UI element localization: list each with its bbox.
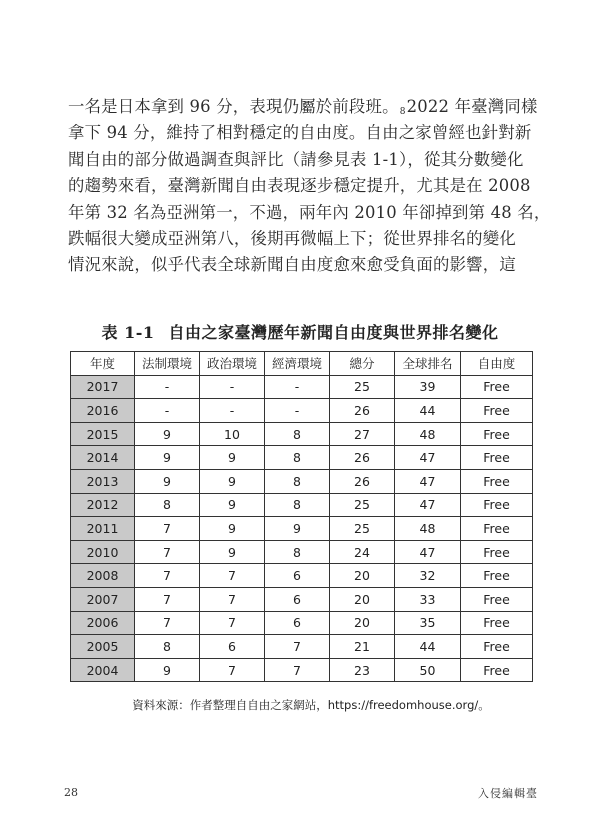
cell-economic: 7 xyxy=(265,635,330,659)
cell-year: 2010 xyxy=(71,540,135,564)
body-line-7: 情況來說，似乎代表全球新聞自由度愈來愈受負面的影響，這 xyxy=(68,255,516,275)
running-title: 入侵編輯臺 xyxy=(478,787,538,800)
cell-political: 7 xyxy=(200,658,265,682)
cell-status: Free xyxy=(461,493,533,517)
cell-political: 10 xyxy=(200,422,265,446)
cell-political: 7 xyxy=(200,587,265,611)
cell-economic: 7 xyxy=(265,658,330,682)
cell-legal: 7 xyxy=(135,611,200,635)
cell-economic: 8 xyxy=(265,469,330,493)
table-header-row xyxy=(71,352,533,376)
cell-political: 7 xyxy=(200,611,265,635)
cell-total: 20 xyxy=(330,611,395,635)
cell-year: 2008 xyxy=(71,564,135,588)
cell-economic: 8 xyxy=(265,493,330,517)
table-row xyxy=(71,635,533,659)
body-line-4: 的趨勢來看，臺灣新聞自由表現逐步穩定提升，尤其是在 2008 xyxy=(68,176,531,196)
cell-political: 6 xyxy=(200,635,265,659)
table-row xyxy=(71,422,533,446)
body-line-1-tail: 2022 年臺灣同樣 xyxy=(406,97,538,116)
cell-economic: 8 xyxy=(265,422,330,446)
cell-year: 2007 xyxy=(71,587,135,611)
header-year: 年度 xyxy=(71,352,135,376)
cell-total: 26 xyxy=(330,399,395,423)
cell-rank: 47 xyxy=(395,493,461,517)
cell-rank: 35 xyxy=(395,611,461,635)
table-title: 自由之家臺灣歷年新聞自由度與世界排名變化 xyxy=(168,323,499,342)
cell-total: 27 xyxy=(330,422,395,446)
cell-legal: 9 xyxy=(135,658,200,682)
footnote-reference[interactable]: 8 xyxy=(399,107,406,117)
cell-rank: 39 xyxy=(395,375,461,399)
cell-rank: 48 xyxy=(395,517,461,541)
cell-economic: 8 xyxy=(265,540,330,564)
table-source: 資料來源：作者整理自自由之家網站，https://freedomhouse.org/。 xyxy=(132,698,490,712)
cell-total: 25 xyxy=(330,517,395,541)
press-freedom-table xyxy=(70,351,533,682)
cell-political: - xyxy=(200,375,265,399)
cell-rank: 33 xyxy=(395,587,461,611)
cell-status: Free xyxy=(461,517,533,541)
cell-year: 2016 xyxy=(71,399,135,423)
table-number: 表 1-1 xyxy=(101,323,155,342)
cell-total: 26 xyxy=(330,469,395,493)
cell-status: Free xyxy=(461,611,533,635)
cell-economic: 8 xyxy=(265,446,330,470)
cell-legal: 8 xyxy=(135,635,200,659)
cell-rank: 44 xyxy=(395,399,461,423)
table-caption xyxy=(0,320,600,343)
cell-year: 2014 xyxy=(71,446,135,470)
cell-year: 2006 xyxy=(71,611,135,635)
cell-total: 20 xyxy=(330,587,395,611)
table-row xyxy=(71,611,533,635)
cell-rank: 44 xyxy=(395,635,461,659)
cell-year: 2004 xyxy=(71,658,135,682)
cell-rank: 47 xyxy=(395,446,461,470)
cell-year: 2017 xyxy=(71,375,135,399)
header-political: 政治環境 xyxy=(200,352,265,376)
table-row xyxy=(71,658,533,682)
cell-status: Free xyxy=(461,446,533,470)
header-rank: 全球排名 xyxy=(395,352,461,376)
cell-total: 25 xyxy=(330,493,395,517)
cell-total: 26 xyxy=(330,446,395,470)
cell-legal: 8 xyxy=(135,493,200,517)
cell-status: Free xyxy=(461,375,533,399)
cell-status: Free xyxy=(461,469,533,493)
cell-legal: 9 xyxy=(135,446,200,470)
cell-rank: 32 xyxy=(395,564,461,588)
cell-legal: 7 xyxy=(135,587,200,611)
cell-status: Free xyxy=(461,422,533,446)
table-row xyxy=(71,399,533,423)
body-line-1-text: 一名是日本拿到 96 分，表現仍屬於前段班。 xyxy=(68,97,399,116)
cell-economic: 6 xyxy=(265,587,330,611)
cell-economic: 6 xyxy=(265,611,330,635)
cell-status: Free xyxy=(461,564,533,588)
cell-year: 2012 xyxy=(71,493,135,517)
cell-political: - xyxy=(200,399,265,423)
cell-legal: 9 xyxy=(135,422,200,446)
cell-status: Free xyxy=(461,658,533,682)
table-row xyxy=(71,375,533,399)
table-row xyxy=(71,493,533,517)
cell-economic: - xyxy=(265,375,330,399)
body-line-5: 年第 32 名為亞洲第一，不過，兩年內 2010 年卻掉到第 48 名， xyxy=(68,202,551,222)
body-paragraph xyxy=(68,94,551,279)
cell-year: 2005 xyxy=(71,635,135,659)
table-row xyxy=(71,540,533,564)
body-line-1 xyxy=(68,94,540,120)
cell-legal: 7 xyxy=(135,564,200,588)
cell-economic: 9 xyxy=(265,517,330,541)
cell-total: 25 xyxy=(330,375,395,399)
header-legal: 法制環境 xyxy=(135,352,200,376)
cell-legal: 7 xyxy=(135,517,200,541)
cell-economic: 6 xyxy=(265,564,330,588)
cell-year: 2015 xyxy=(71,422,135,446)
cell-rank: 50 xyxy=(395,658,461,682)
cell-legal: - xyxy=(135,375,200,399)
table-row xyxy=(71,446,533,470)
cell-year: 2013 xyxy=(71,469,135,493)
header-status: 自由度 xyxy=(461,352,533,376)
cell-status: Free xyxy=(461,399,533,423)
cell-total: 21 xyxy=(330,635,395,659)
header-economic: 經濟環境 xyxy=(265,352,330,376)
cell-total: 23 xyxy=(330,658,395,682)
cell-legal: - xyxy=(135,399,200,423)
table-row xyxy=(71,587,533,611)
cell-political: 9 xyxy=(200,493,265,517)
cell-economic: - xyxy=(265,399,330,423)
cell-political: 9 xyxy=(200,469,265,493)
body-line-3: 聞自由的部分做過調查與評比（請參見表 1-1），從其分數變化 xyxy=(68,149,524,169)
page-number: 28 xyxy=(64,786,78,799)
cell-rank: 48 xyxy=(395,422,461,446)
header-total: 總分 xyxy=(330,352,395,376)
cell-total: 24 xyxy=(330,540,395,564)
table-row xyxy=(71,564,533,588)
body-line-6: 跌幅很大變成亞洲第八，後期再微幅上下；從世界排名的變化 xyxy=(68,228,516,248)
cell-rank: 47 xyxy=(395,540,461,564)
cell-rank: 47 xyxy=(395,469,461,493)
cell-year: 2011 xyxy=(71,517,135,541)
cell-legal: 7 xyxy=(135,540,200,564)
cell-legal: 9 xyxy=(135,469,200,493)
cell-political: 7 xyxy=(200,564,265,588)
table-row xyxy=(71,469,533,493)
cell-total: 20 xyxy=(330,564,395,588)
cell-political: 9 xyxy=(200,540,265,564)
table-row xyxy=(71,517,533,541)
body-line-2: 拿下 94 分，維持了相對穩定的自由度。自由之家曾經也針對新 xyxy=(68,123,532,143)
cell-status: Free xyxy=(461,540,533,564)
cell-political: 9 xyxy=(200,446,265,470)
table-body xyxy=(71,375,533,682)
cell-status: Free xyxy=(461,587,533,611)
cell-political: 9 xyxy=(200,517,265,541)
cell-status: Free xyxy=(461,635,533,659)
